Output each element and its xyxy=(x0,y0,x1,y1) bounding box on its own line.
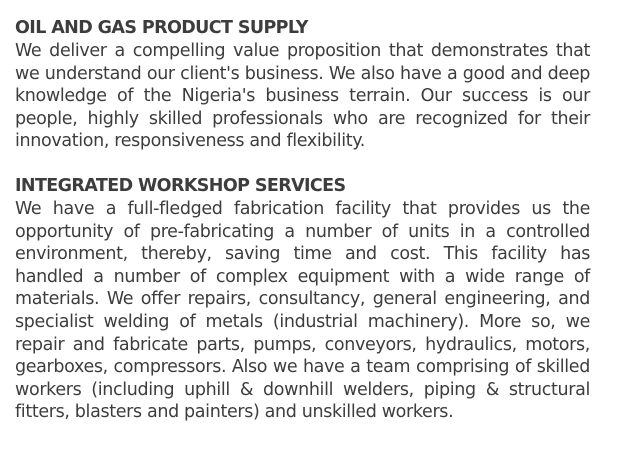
cut-off-heading-glyphs xyxy=(15,444,315,451)
section-heading: OIL AND GAS PRODUCT SUPPLY xyxy=(15,18,308,38)
next-section-heading-cut-off xyxy=(15,440,590,451)
section-heading: INTEGRATED WORKSHOP SERVICES xyxy=(15,175,346,196)
section-oil-and-gas xyxy=(15,17,590,153)
section-body: We have a full-fledged fabrication facility that provides us the opportunity of pre-fabricating a number of units in a controlled environment, thereby, saving time and cost. This facility has handled a number of complex equipment with a wide range of materials. We offer repairs, consultancy, general engineering, and specialist welding of metals (industrial machinery). More so, we repair and fabricate parts, pumps, conveyors, hydraulics, motors, gearboxes, compressors. Also we have a team comprising of skilled workers (including uphill & downhill welders, piping & structural fitters, blasters and painters) and unskilled workers. xyxy=(15,198,590,423)
section-integrated-workshop xyxy=(15,175,590,424)
section-body: We deliver a compelling value proposition that demonstrates that we understand our client's business. We also have a good and deep knowledge of the Nigeria's business terrain. Our success is our people, highly skilled professionals who are recognized for their innovation, responsiveness and flexibility. xyxy=(15,41,590,152)
services-content xyxy=(15,17,590,446)
